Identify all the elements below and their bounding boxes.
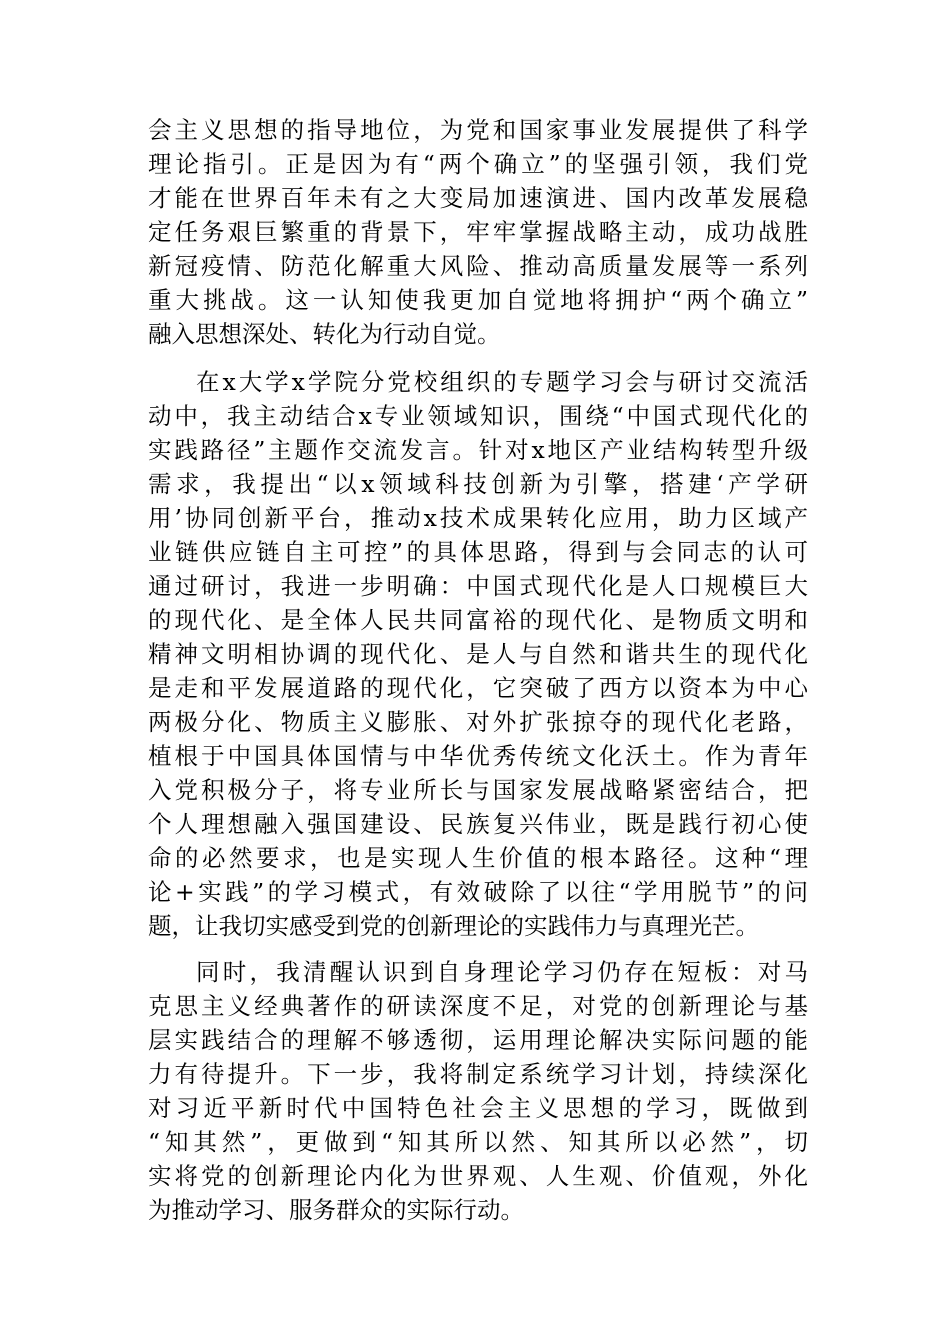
text-line: 融入思想深处、转化为行动自觉。 bbox=[148, 320, 501, 348]
text-line: 入党积极分子，将专业所长与国家发展战略紧密结合，把 bbox=[148, 776, 808, 804]
text-line: 新冠疫情、防范化解重大风险、推动高质量发展等一系列 bbox=[148, 252, 808, 280]
text-line: 的现代化、是全体人民共同富裕的现代化、是物质文明和 bbox=[148, 606, 808, 634]
text-line: 克思主义经典著作的研读深度不足，对党的创新理论与基 bbox=[148, 992, 808, 1020]
text-line: 两极分化、物质主义膨胀、对外扩张掠夺的现代化老路， bbox=[148, 708, 808, 736]
text-line: “知其然”，更做到“知其所以然、知其所以必然”，切 bbox=[148, 1128, 808, 1156]
text-line: 层实践结合的理解不够透彻，运用理论解决实际问题的能 bbox=[148, 1026, 808, 1054]
text-line: 题，让我切实感受到党的创新理论的实践伟力与真理光芒。 bbox=[148, 912, 759, 940]
text-line: 理论指引。正是因为有“两个确立”的坚强引领，我们党 bbox=[148, 150, 808, 178]
text-line: 通过研讨，我进一步明确：中国式现代化是人口规模巨大 bbox=[148, 572, 808, 600]
text-line: 重大挑战。这一认知使我更加自觉地将拥护“两个确立” bbox=[148, 286, 808, 314]
text-line: 精神文明相协调的现代化、是人与自然和谐共生的现代化 bbox=[148, 640, 808, 668]
paragraph-first-line: 在x大学x学院分党校组织的专题学习会与研讨交流活 bbox=[196, 368, 808, 396]
text-line: 动中，我主动结合x专业领域知识，围绕“中国式现代化的 bbox=[148, 402, 808, 430]
text-line: 个人理想融入强国建设、民族复兴伟业，既是践行初心使 bbox=[148, 810, 808, 838]
text-line: 对习近平新时代中国特色社会主义思想的学习，既做到 bbox=[148, 1094, 808, 1122]
text-line: 力有待提升。下一步，我将制定系统学习计划，持续深化 bbox=[148, 1060, 808, 1088]
text-line: 实将党的创新理论内化为世界观、人生观、价值观，外化 bbox=[148, 1162, 808, 1190]
text-line: 是走和平发展道路的现代化，它突破了西方以资本为中心 bbox=[148, 674, 808, 702]
text-line: 会主义思想的指导地位，为党和国家事业发展提供了科学 bbox=[148, 116, 808, 144]
text-line: 需求，我提出“以x领域科技创新为引擎，搭建‘产学研 bbox=[148, 470, 808, 498]
text-line: 定任务艰巨繁重的背景下，牢牢掌握战略主动，成功战胜 bbox=[148, 218, 808, 246]
text-line: 为推动学习、服务群众的实际行动。 bbox=[148, 1196, 524, 1224]
text-line: 论+实践”的学习模式，有效破除了以往“学用脱节”的问 bbox=[148, 878, 808, 906]
text-line: 实践路径”主题作交流发言。针对x地区产业结构转型升级 bbox=[148, 436, 808, 464]
text-line: 植根于中国具体国情与中华优秀传统文化沃土。作为青年 bbox=[148, 742, 808, 770]
text-line: 才能在世界百年未有之大变局加速演进、国内改革发展稳 bbox=[148, 184, 808, 212]
paragraph-first-line: 同时，我清醒认识到自身理论学习仍存在短板：对马 bbox=[196, 958, 808, 986]
text-line: 命的必然要求，也是实现人生价值的根本路径。这种“理 bbox=[148, 844, 808, 872]
text-line: 业链供应链自主可控”的具体思路，得到与会同志的认可 bbox=[148, 538, 808, 566]
text-line: 用’协同创新平台，推动x技术成果转化应用，助力区域产 bbox=[148, 504, 808, 532]
